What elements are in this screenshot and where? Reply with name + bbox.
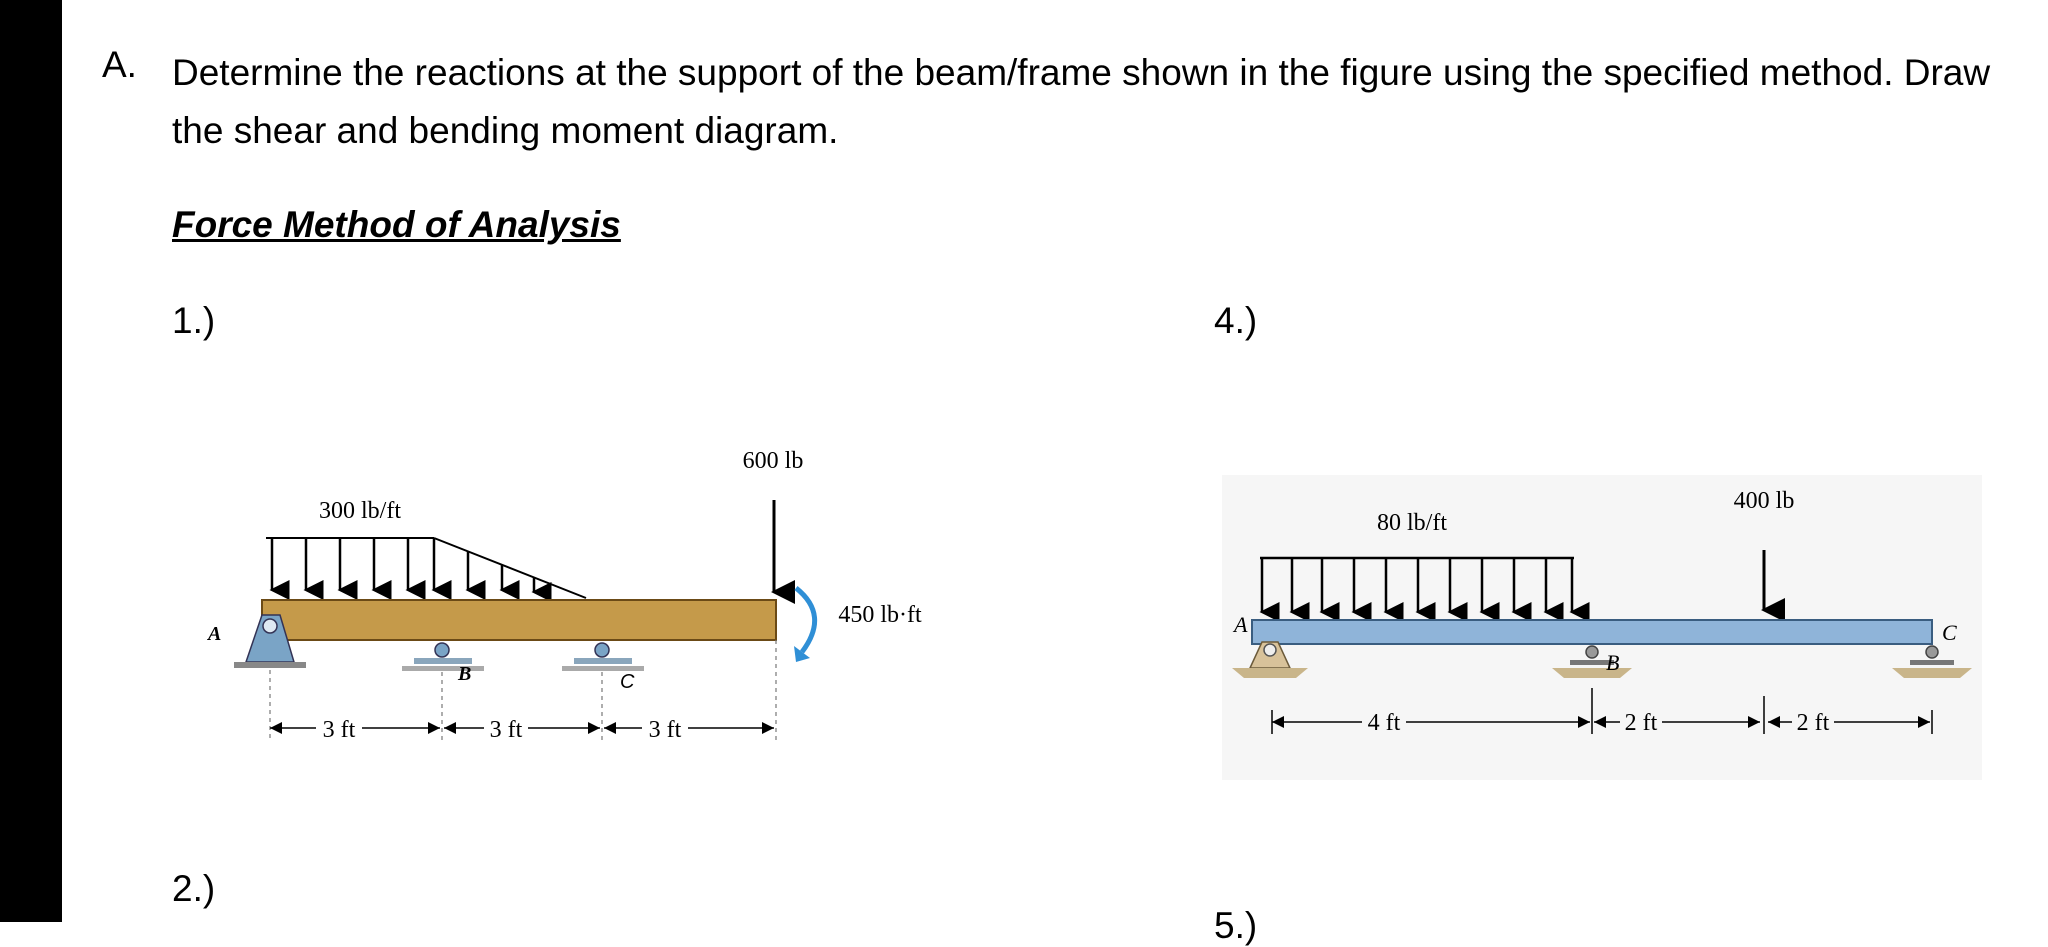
label-a-1: A [208,623,222,645]
roller-support-b [402,643,484,671]
problem-4-label: 4.) [1214,300,1258,341]
document-page [62,0,2048,946]
problem-5-label: 5.) [1214,905,1258,946]
moment-arrow [796,588,815,652]
dim-label-3: 3 ft [648,717,682,743]
label-b-4: B [1606,650,1620,675]
left-black-bar [0,0,62,922]
moment-label: 450 lb·ft [838,602,922,628]
label-b-1: B [458,663,472,685]
udl-slope-line-1 [434,538,586,598]
label-c-1: C [620,671,635,693]
dim-label-4-1: 4 ft [1367,710,1401,736]
dim-label-4-3: 2 ft [1796,710,1830,736]
section-title: Force Method of Analysis [172,204,621,245]
roller-support-c [562,643,644,671]
point-load-label-4: 400 lb [1733,488,1795,514]
problem-2-label: 2.) [172,868,216,909]
figure-1-beam [190,440,1010,780]
dim-label-2: 3 ft [489,717,523,743]
point-load-label: 600 lb [742,448,804,474]
dim-label-4-2: 2 ft [1624,710,1658,736]
udl-label-4: 80 lb/ft [1377,510,1447,536]
beam-1 [262,600,776,640]
question-text: Determine the reactions at the support of the beam/frame shown in the figure using the specified method. Draw the shear and bending moment diagram. [172,52,1991,151]
problem-1-label: 1.) [172,300,216,341]
question-letter: A. [102,44,137,85]
udl-label: 300 lb/ft [319,498,401,524]
label-c-4: C [1942,620,1957,645]
figure-4-beam [1212,470,1992,790]
label-a-4: A [1234,612,1248,637]
beam-4 [1252,620,1932,644]
dim-label-1: 3 ft [322,717,356,743]
